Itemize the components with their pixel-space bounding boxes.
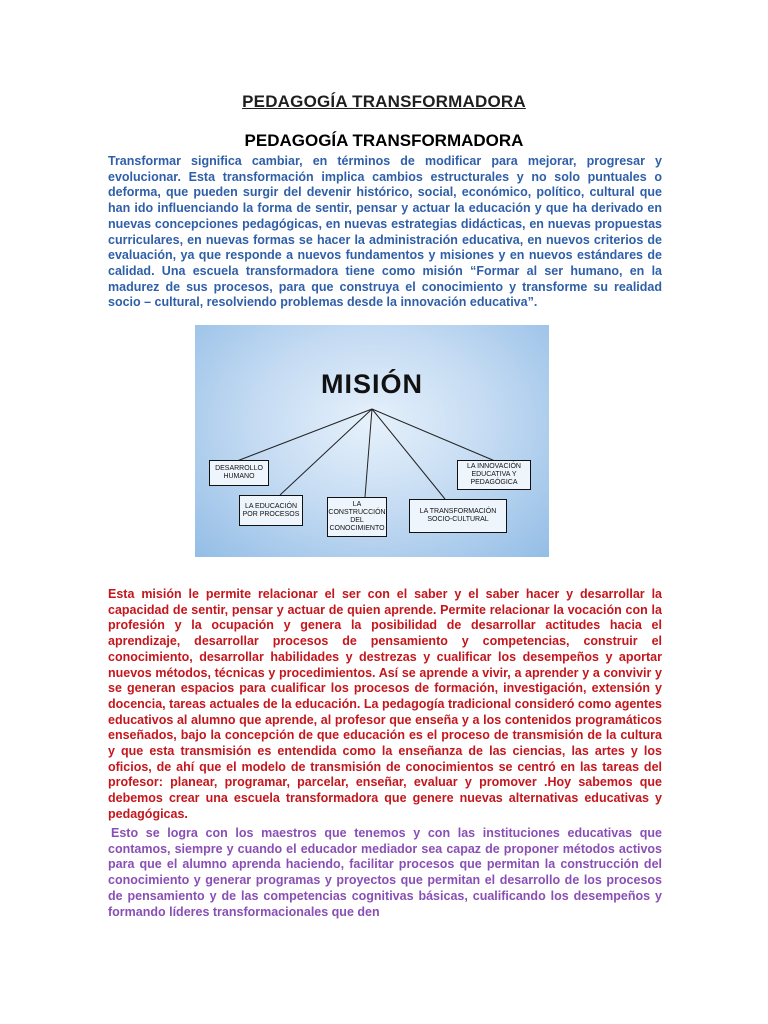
paragraph-intro: Transformar significa cambiar, en términos de modificar para mejorar, progresar y evolucionar. Esta transformación implica cambios estructurales y no solo puntuales o deforma, que pueden surgir del devenir histórico, social, económico, político, cultural que han ido influenciando la forma de sentir, pensar y actuar la educación y que ha derivado en nuevas concepciones pedagógicas, en nuevas estrategias didácticas, en nuevas propuestas curriculares, en nuevas formas se hacer la administración educativa, en nuevos criterios de evaluación, ya que responde a nuevos fundamentos y misiones y en nuevos estándares de calidad. Una escuela transformadora tiene como misión “Formar al ser humano, en la madurez de sus procesos, para que construya el conocimiento y transforme su realidad socio – cultural, resolviendo problemas desde la innovación educativa”. — [108, 154, 662, 310]
diagram-node-educacion-procesos: LA EDUCACIÓN POR PROCESOS — [239, 495, 303, 526]
diagram-node-transformacion-socio-cultural: LA TRANSFORMACIÓN SOCIO-CULTURAL — [409, 499, 507, 533]
diagram-node-innovacion-educativa: LA INNOVACIÓN EDUCATIVA Y PEDAGÓGICA — [457, 460, 531, 490]
paragraph-mission: Esta misión le permite relacionar el ser con el saber y el saber hacer y desarrollar la capacidad de sentir, pensar y actuar de quien aprende. Permite relacionar la vocación con la profesión y la ocupación y genera la posibilidad de desarrollar actitudes hacia el aprendizaje, desarrollar procesos de pensamiento y competencias, construir el conocimiento, desarrollar habilidades y destrezas y cualificar los desempeños y aportar nuevos métodos, técnicas y procedimientos. Así se aprende a vivir, a aprender y a convivir y se generan espacios para cualificar los procesos de formación, investigación, extensión y docencia, tareas actuales de la educación. La pedagogía tradicional consideró como agentes educativos al alumno que aprende, al profesor que enseña y a los contenidos programáticos enseñados, bajo la concepción de que educación es el proceso de transmisión de la cultura y que esta transmisión es entendida como la enseñanza de las ciencias, las artes y los oficios, de ahí que el modelo de transmisión de conocimientos se centró en las tareas del profesor: planear, programar, parcelar, enseñar, evaluar y promover .Hoy sabemos que debemos crear una escuela transformadora que genere nuevas alternativas educativas y pedagógicas. — [108, 587, 662, 821]
diagram-node-construccion-conocimiento: LA CONSTRUCCIÓN DEL CONOCIMIENTO — [327, 497, 387, 537]
diagram-title: MISIÓN — [320, 369, 423, 399]
paragraph-teachers: Esto se logra con los maestros que tenemos y con las instituciones educativas que contamos, siempre y cuando el educador mediador sea capaz de proponer métodos activos para que el alumno aprenda haciendo, facilitar procesos que permitan la construcción del conocimiento y generar programas y proyectos que permitan el desarrollo de los procesos de pensamiento y de las competencias cognitivas básicas, cualificando los desempeños y formando líderes transformacionales que den — [108, 826, 662, 919]
document-heading: PEDAGOGÍA TRANSFORMADORA — [244, 131, 524, 150]
page-title: PEDAGOGÍA TRANSFORMADORA — [242, 92, 526, 111]
mission-diagram-image — [195, 325, 549, 557]
diagram-node-desarrollo-humano: DESARROLLO HUMANO — [209, 460, 269, 486]
